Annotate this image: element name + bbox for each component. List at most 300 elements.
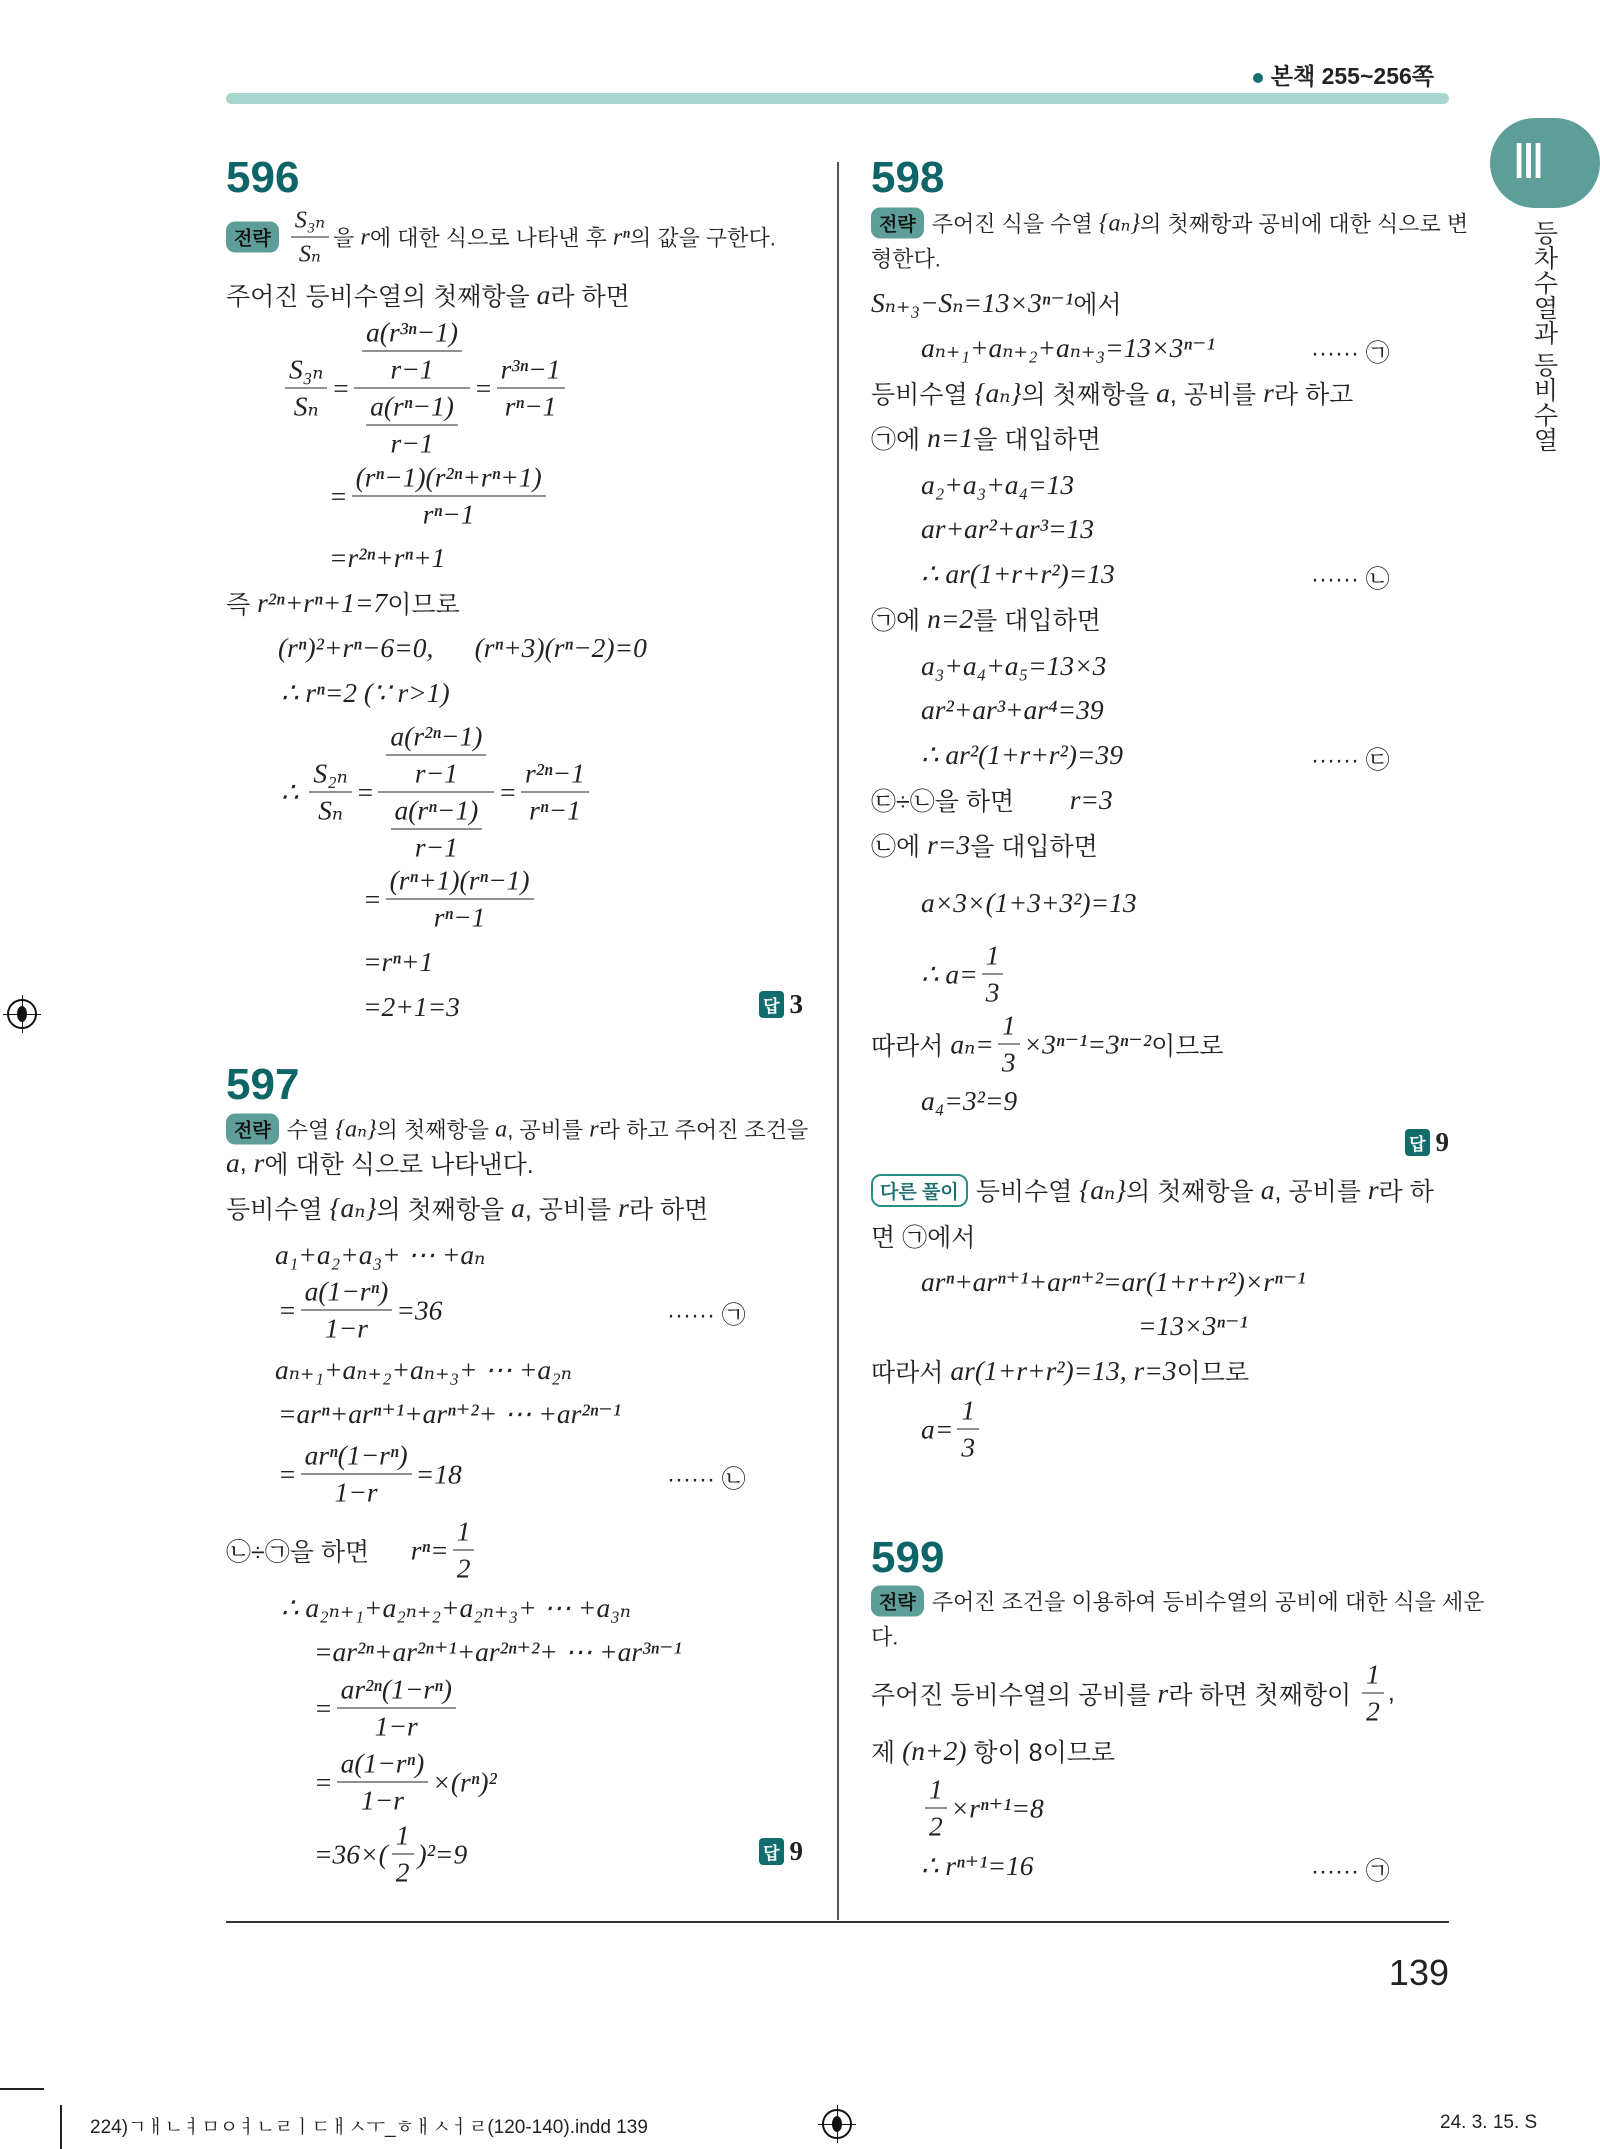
answer-value: 9: [789, 1836, 803, 1866]
crop-mark: [60, 2105, 62, 2149]
math-expression: r: [253, 1147, 265, 1178]
text: ㉡에: [871, 833, 928, 861]
fraction-numerator: [998, 1010, 1020, 1045]
text: 주어진 식을 수열: [931, 211, 1099, 237]
fraction-denominator: [392, 1855, 414, 1889]
math-expression: a=: [921, 1413, 954, 1444]
answer: [759, 1836, 803, 1867]
solution-line: [281, 1592, 631, 1624]
text: 따라서: [871, 1032, 951, 1060]
fraction: [362, 317, 462, 386]
fraction-numerator: [337, 1674, 456, 1709]
fraction: [285, 354, 327, 423]
math-expression: a: [495, 1115, 508, 1142]
fraction: [1362, 1659, 1384, 1728]
fraction-numerator: [352, 462, 546, 497]
math-expression: n=1: [927, 422, 974, 453]
text: , 공비를: [1274, 1178, 1368, 1206]
fraction-numerator: [354, 317, 470, 389]
math-expression: S₃ₙ: [294, 206, 326, 234]
crop-mark: [0, 2088, 44, 2090]
text: 의 첫째항을: [1126, 1178, 1261, 1206]
math-expression: 2: [456, 1552, 471, 1584]
solution-line: [329, 462, 550, 531]
solution-line: [921, 513, 1094, 545]
fraction-numerator: [337, 1748, 429, 1783]
fraction-denominator: [387, 426, 438, 460]
math-expression: ar(1+r+r²)=13, r=3: [950, 1355, 1177, 1386]
text: 의 첫째항과 공비에 대한 식으로 변: [1140, 211, 1469, 237]
fraction-numerator: [285, 354, 327, 389]
fraction-denominator: [998, 1045, 1020, 1079]
answer-value: 3: [789, 989, 803, 1019]
solution-line: [226, 1516, 478, 1585]
solution-line: [281, 677, 450, 709]
math-expression: aₙ₊₁+aₙ₊₂+aₙ₊₃=13×3ⁿ⁻¹: [921, 332, 1215, 363]
fraction: [386, 721, 486, 790]
text: 항이 8이므로: [966, 1739, 1116, 1767]
equation-marker: ······ ㉠: [667, 1302, 746, 1329]
math-expression: r−1: [414, 831, 458, 863]
fraction-denominator: [383, 793, 491, 864]
solution-line: [871, 243, 941, 274]
math-expression: =: [498, 776, 517, 807]
math-expression: =13×3ⁿ⁻¹: [1138, 1310, 1248, 1341]
text: 을 대입하면: [970, 833, 1098, 861]
text: 에 대한 식으로 나타낸 후: [369, 225, 613, 251]
fraction-numerator: [392, 1820, 414, 1855]
fraction: [391, 795, 483, 864]
fraction: [497, 354, 565, 423]
math-expression: a: [226, 1147, 240, 1178]
solution-line: [226, 1114, 808, 1145]
math-expression: a: [536, 279, 551, 310]
text: 주어진 등비수열의 공비를: [871, 1681, 1158, 1709]
solution-line: [921, 332, 1215, 364]
math-expression: a(rⁿ−1): [370, 390, 454, 422]
page-number: 139: [1388, 1952, 1449, 1993]
strategy-badge: 전략: [871, 1586, 924, 1617]
fraction: [957, 1395, 979, 1464]
solution-line: [314, 1674, 460, 1743]
fraction: [291, 206, 329, 269]
text: 에 대한 식으로 나타낸다.: [264, 1151, 534, 1179]
math-expression: r=3: [1069, 784, 1113, 815]
math-expression: a(1−rⁿ): [340, 1747, 425, 1779]
fraction-numerator: [1362, 1659, 1384, 1694]
chapter-tab: Ⅲ: [1490, 118, 1600, 208]
math-expression: r−1: [390, 427, 434, 459]
math-expression: ∴ ar²(1+r+r²)=39: [921, 739, 1123, 770]
fraction-denominator: [371, 1709, 422, 1743]
math-expression: a(r³ⁿ−1): [366, 316, 459, 348]
solution-line: [871, 1353, 1249, 1389]
math-expression: =: [355, 776, 375, 807]
text: 을: [333, 225, 361, 251]
fraction-numerator: [386, 721, 486, 756]
math-expression: ∴ a₂ₙ₊₁+a₂ₙ₊₂+a₂ₙ₊₃+ ⋯ +a₃ₙ: [281, 1592, 631, 1623]
math-expression: arⁿ+arⁿ⁺¹+arⁿ⁺²=ar(1+r+r²)×rⁿ⁻¹: [921, 1266, 1306, 1297]
solution-line: [281, 721, 593, 864]
math-expression: =ar²ⁿ+ar²ⁿ⁺¹+ar²ⁿ⁺²+ ⋯ +ar³ⁿ⁻¹: [314, 1636, 682, 1667]
fraction-denominator: [1362, 1694, 1384, 1728]
math-expression: =: [474, 372, 493, 403]
solution-line: [226, 206, 776, 269]
solution-line: [921, 558, 1115, 590]
text: ㉡÷㉠을 하면: [226, 1538, 411, 1566]
math-expression: rⁿ−1: [433, 901, 486, 933]
solution-line: [871, 827, 1098, 863]
math-expression: 1−r: [360, 1784, 404, 1816]
text: 주어진 조건을 이용하여 등비수열의 공비에 대한 식을 세운: [931, 1589, 1485, 1615]
math-expression: =: [314, 1766, 333, 1797]
bullet-dot-icon: [1253, 73, 1263, 83]
math-expression: a₂+a₃+a₄=13: [921, 469, 1075, 500]
solution-line: [226, 1145, 534, 1181]
math-expression: ∴ a=: [921, 958, 978, 989]
math-expression: r²ⁿ+rⁿ+1=7: [257, 587, 388, 618]
math-expression: =: [278, 1458, 297, 1489]
math-expression: rⁿ−1: [504, 390, 557, 422]
text: 주어진 등비수열의 첫째항을: [226, 283, 537, 311]
fraction: [392, 1820, 414, 1889]
fraction-denominator: [982, 975, 1004, 1009]
fraction: [366, 391, 458, 460]
math-expression: a(rⁿ−1): [394, 794, 479, 826]
book-ref-text: 본책 255~256쪽: [1270, 63, 1434, 89]
math-expression: ×3ⁿ⁻¹=3ⁿ⁻²: [1023, 1028, 1152, 1059]
math-expression: rⁿ: [612, 223, 630, 250]
fraction-numerator: [982, 940, 1004, 975]
solution-line: [363, 946, 433, 978]
math-expression: ar+ar²+ar³=13: [921, 513, 1095, 544]
equation-marker: ······ ㉡: [667, 1466, 746, 1493]
math-expression: (n+2): [902, 1735, 967, 1766]
math-expression: 2: [929, 1810, 943, 1842]
solution-line: [921, 1266, 1306, 1298]
solution-line: [871, 1218, 975, 1254]
math-expression: r²ⁿ−1: [524, 757, 585, 789]
math-expression: )²=9: [417, 1838, 468, 1869]
fraction-denominator: [525, 793, 585, 827]
fraction-numerator: [497, 354, 565, 389]
text: 제: [871, 1739, 903, 1767]
column-divider: [837, 162, 839, 1920]
text: 라 하면: [628, 1196, 709, 1224]
fraction-denominator: [419, 497, 479, 531]
math-expression: =36: [396, 1294, 443, 1325]
math-expression: (rⁿ+1)(rⁿ−1): [389, 864, 530, 896]
math-expression: =r²ⁿ+rⁿ+1: [329, 542, 446, 573]
text: 에서: [1073, 291, 1122, 319]
fraction: [925, 1774, 947, 1843]
solution-line: [921, 739, 1123, 771]
fraction-denominator: [411, 830, 462, 864]
math-expression: r: [1157, 1677, 1169, 1708]
math-expression: ∴: [281, 776, 306, 807]
math-expression: =arⁿ+arⁿ⁺¹+arⁿ⁺²+ ⋯ +ar²ⁿ⁻¹: [278, 1398, 622, 1429]
fraction-denominator: [358, 389, 466, 460]
text: 라 하면 첫째항이: [1168, 1681, 1359, 1709]
solution-line: [921, 1774, 1044, 1843]
answer-value: 9: [1435, 1127, 1449, 1157]
solution-line: [278, 1440, 462, 1509]
math-expression: =36×(: [314, 1838, 388, 1869]
fraction-numerator: [925, 1774, 947, 1809]
math-expression: {aₙ}: [974, 377, 1022, 408]
strategy-badge: 전략: [226, 1114, 279, 1145]
math-expression: r: [360, 223, 370, 250]
answer-label-icon: 답: [759, 991, 783, 1018]
solution-line: [871, 782, 1113, 818]
math-expression: =rⁿ+1: [363, 946, 434, 977]
text: 의 첫째항을: [376, 1117, 496, 1143]
math-expression: aₙ₊₁+aₙ₊₂+aₙ₊₃+ ⋯ +a₂ₙ: [275, 1354, 572, 1385]
math-expression: r: [618, 1192, 629, 1223]
strategy-badge: 전략: [226, 222, 279, 253]
solution-line: [871, 1586, 1485, 1617]
math-expression: Sₙ: [318, 794, 344, 826]
math-expression: S₂ₙ: [313, 757, 348, 789]
footer-date: 24. 3. 15. S: [1440, 2112, 1538, 2133]
text: ,: [1387, 1678, 1395, 1707]
math-expression: 1−r: [334, 1476, 378, 1508]
math-expression: ar²ⁿ(1−rⁿ): [340, 1673, 452, 1705]
fraction-numerator: [391, 795, 483, 830]
solution-line: [275, 1354, 572, 1386]
math-expression: ×rⁿ⁺¹=8: [950, 1792, 1044, 1823]
solution-line: [363, 991, 460, 1023]
fraction: [521, 758, 589, 827]
math-expression: 1: [961, 1394, 976, 1426]
problem-number: 599: [871, 1533, 945, 1582]
fraction-numerator: [957, 1395, 979, 1430]
math-expression: r: [1263, 377, 1274, 408]
text: 이므로: [387, 591, 460, 619]
math-expression: arⁿ(1−rⁿ): [304, 1439, 408, 1471]
answer: [1405, 1127, 1449, 1158]
fraction-denominator: [957, 1430, 979, 1464]
registration-mark-icon: [7, 999, 37, 1029]
problem-number: 596: [226, 153, 300, 202]
math-expression: r: [589, 1115, 599, 1142]
text: 형한다.: [871, 246, 941, 272]
bottom-rule: [226, 1921, 1449, 1923]
math-expression: a: [511, 1192, 525, 1223]
fraction-numerator: [301, 1276, 393, 1311]
solution-line: [871, 1010, 1224, 1079]
strategy-badge: 전략: [871, 208, 924, 239]
text: 따라서: [871, 1359, 951, 1387]
math-expression: 3: [1001, 1046, 1016, 1078]
fraction-numerator: [453, 1516, 475, 1551]
math-expression: 1: [985, 939, 1000, 971]
fraction-numerator: [301, 1440, 412, 1475]
fraction-denominator: [290, 389, 323, 423]
fraction-denominator: [411, 756, 462, 790]
text: 수열: [286, 1117, 336, 1143]
solution-line: [921, 694, 1104, 726]
text: 를 대입하면: [973, 607, 1101, 635]
math-expression: r−1: [414, 757, 458, 789]
fraction-denominator: [925, 1809, 947, 1843]
text: 이므로: [1176, 1359, 1249, 1387]
fraction-numerator: [362, 317, 462, 352]
text: 라 하면: [550, 283, 630, 311]
solution-line: [278, 1276, 442, 1345]
alternative-solution-badge: 다른 풀이: [871, 1174, 968, 1207]
text: 다.: [871, 1624, 899, 1650]
text: 의 첫째항을: [376, 1196, 512, 1224]
fraction-numerator: [378, 721, 494, 793]
solution-line: [871, 1621, 898, 1652]
text: 라 하고: [1273, 381, 1354, 409]
math-expression: (rⁿ)²+rⁿ−6=0, (rⁿ+3)(rⁿ−2)=0: [278, 632, 647, 663]
fraction-denominator: [295, 238, 325, 269]
math-expression: rⁿ−1: [422, 498, 475, 530]
math-expression: {aₙ}: [335, 1115, 377, 1143]
math-expression: a: [1156, 377, 1170, 408]
math-expression: ar²+ar³+ar⁴=39: [921, 694, 1104, 725]
math-expression: rⁿ−1: [529, 794, 581, 826]
solution-line: [921, 1395, 983, 1464]
math-expression: 1: [395, 1819, 410, 1851]
math-expression: 1: [1366, 1658, 1380, 1690]
text: ㉢÷㉡을 하면: [871, 788, 1070, 816]
text: 라 하고 주어진 조건을: [598, 1117, 809, 1143]
fraction: [354, 317, 470, 460]
math-expression: =: [331, 372, 351, 403]
math-expression: a₁+a₂+a₃+ ⋯ +aₙ: [275, 1239, 486, 1270]
solution-line: [871, 285, 1122, 321]
header-bar: [226, 93, 1449, 104]
fraction: [378, 721, 494, 864]
math-expression: rⁿ=: [410, 1534, 449, 1565]
solution-line: [871, 1733, 1115, 1769]
text: 의 값을 구한다.: [629, 225, 776, 251]
math-expression: 3: [961, 1431, 976, 1463]
registration-mark-icon: [822, 2109, 852, 2139]
fraction: [301, 1276, 393, 1345]
math-expression: a(r²ⁿ−1): [390, 720, 483, 752]
text: , 공비를: [524, 1196, 619, 1224]
fraction-denominator: [331, 1475, 382, 1509]
problem-number: 598: [871, 153, 945, 202]
fraction-denominator: [321, 1311, 372, 1345]
math-expression: r=3: [927, 829, 971, 860]
answer-label-icon: 답: [759, 1838, 783, 1865]
math-expression: (rⁿ−1)(r²ⁿ+rⁿ+1): [355, 461, 542, 493]
solution-line: [921, 650, 1106, 682]
math-expression: =2+1=3: [363, 991, 460, 1022]
math-expression: =18: [415, 1458, 462, 1489]
math-expression: ∴ rⁿ=2 (∵ r>1): [281, 677, 450, 708]
solution-line: [226, 1190, 708, 1226]
math-expression: {aₙ}: [1079, 1174, 1127, 1205]
fraction-denominator: [430, 900, 490, 934]
text: ㉠에: [871, 607, 928, 635]
solution-line: [278, 1398, 621, 1430]
math-expression: a₄=3²=9: [921, 1085, 1018, 1116]
math-expression: 2: [1366, 1695, 1380, 1727]
math-expression: =: [329, 480, 348, 511]
solution-line: [281, 317, 569, 460]
solution-line: [1138, 1310, 1248, 1342]
text: 의 첫째항을: [1021, 381, 1157, 409]
text: , 공비를: [1169, 381, 1264, 409]
fraction: [352, 462, 546, 531]
solution-line: [871, 601, 1101, 637]
fraction-numerator: [366, 391, 458, 426]
fraction-numerator: [309, 758, 351, 793]
math-expression: Sₙ₊₃−Sₙ=13×3ⁿ⁻¹: [871, 287, 1074, 318]
solution-line: [871, 1172, 1434, 1208]
fraction: [309, 758, 351, 827]
solution-line: [314, 1748, 497, 1817]
math-expression: aₙ=: [950, 1028, 994, 1059]
solution-line: [921, 1085, 1017, 1117]
solution-line: [921, 1850, 1034, 1882]
solution-line: [314, 1636, 682, 1668]
solution-line: [314, 1820, 467, 1889]
text: 등비수열: [871, 381, 975, 409]
solution-line: [871, 1659, 1395, 1728]
text: 등비수열: [975, 1178, 1080, 1206]
math-expression: a: [1260, 1174, 1275, 1205]
solution-line: [329, 542, 445, 574]
math-expression: 1: [929, 1773, 943, 1805]
answer: [759, 989, 803, 1020]
fraction-numerator: [386, 865, 534, 900]
problem-number: 597: [226, 1060, 300, 1109]
math-expression: n=2: [927, 603, 974, 634]
fraction: [998, 1010, 1020, 1079]
text: 등비수열: [226, 1196, 330, 1224]
solution-line: [921, 887, 1137, 919]
math-expression: ∴ rⁿ⁺¹=16: [921, 1850, 1034, 1881]
solution-line: [871, 375, 1353, 411]
math-expression: S₃ₙ: [289, 353, 324, 385]
text: , 공비를: [507, 1117, 590, 1143]
chapter-title: 등차수열과 등비수열: [1530, 220, 1558, 452]
fraction-denominator: [501, 389, 561, 423]
math-expression: r: [1367, 1174, 1379, 1205]
text: ,: [239, 1148, 254, 1177]
solution-line: [226, 585, 460, 621]
math-expression: 1: [1001, 1009, 1016, 1041]
math-expression: 1−r: [324, 1312, 368, 1344]
math-expression: 2: [395, 1856, 410, 1888]
solution-line: [871, 208, 1468, 239]
math-expression: ∴ ar(1+r+r²)=13: [921, 558, 1115, 589]
fraction-numerator: [521, 758, 589, 793]
math-expression: Sₙ: [298, 240, 321, 268]
text: ㉠에: [871, 426, 928, 454]
math-expression: 1: [456, 1515, 471, 1547]
text: 면 ㉠에서: [871, 1224, 976, 1252]
math-expression: 3: [985, 976, 1000, 1008]
math-expression: 1−r: [374, 1710, 418, 1742]
fraction: [982, 940, 1004, 1009]
solution-line: [275, 1239, 485, 1271]
book-page-reference: [1253, 58, 1434, 91]
fraction-numerator: [291, 206, 329, 238]
footer-filename: 224)ㄱㅐㄴㅕㅁㅇㅕㄴㄹㅣㄷㅐㅅㅜ_ㅎㅐㅅㅓㄹ(120-140).indd 139: [90, 2117, 648, 2138]
math-expression: {aₙ}: [329, 1192, 377, 1223]
math-expression: =: [363, 883, 382, 914]
fraction-denominator: [387, 352, 438, 386]
text: 을 대입하면: [973, 426, 1101, 454]
